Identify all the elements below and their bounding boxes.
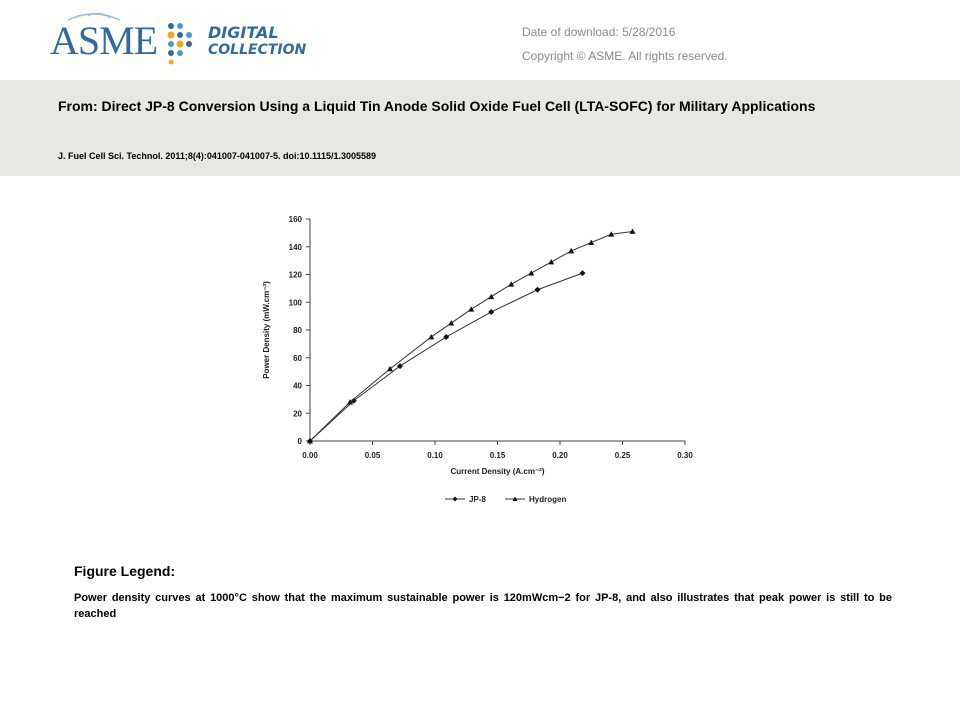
x-tick-label: 0.10 [427,451,443,460]
asme-digital-collection-logo[interactable] [48,10,328,68]
x-axis-label: Current Density (A.cm⁻²) [450,467,545,476]
y-tick-label: 160 [288,215,302,224]
data-point-hydrogen [448,320,454,325]
x-tick-label: 0.15 [489,451,506,460]
data-point-jp-8 [580,270,586,276]
y-axis-label: Power Density (mW.cm⁻²) [262,281,271,379]
data-point-hydrogen [548,259,554,264]
x-tick-label: 0.05 [364,451,381,460]
y-tick-label: 20 [293,409,302,419]
article-title: From: Direct JP-8 Conversion Using a Liquid Tin Anode Solid Oxide Fuel Cell (LTA-SOFC) for Military Applications [58,98,816,114]
data-point-jp-8 [535,287,541,293]
data-point-hydrogen [568,248,574,253]
logo-collection: COLLECTION [208,42,307,58]
logo-brand: ASME [50,18,158,63]
download-meta [522,20,728,68]
data-point-hydrogen [630,228,636,233]
header [0,0,960,80]
y-tick-label: 60 [293,353,302,363]
legend-label-hydrogen: Hydrogen [529,495,567,504]
y-tick-label: 40 [293,381,302,391]
power-density-chart [255,205,705,515]
data-point-hydrogen [508,281,514,286]
download-date: Date of download: 5/28/2016 [522,25,676,39]
article-citation: J. Fuel Cell Sci. Technol. 2011;8(4):041007-041007-5. doi:10.1115/1.3005589 [58,151,377,161]
x-tick-label: 0.00 [302,451,318,460]
copyright: Copyright © ASME. All rights reserved. [522,49,728,63]
x-tick-label: 0.30 [677,451,693,460]
data-point-jp-8 [443,334,449,340]
y-tick-label: 140 [288,242,302,252]
data-point-hydrogen [428,334,434,339]
article-info-band [0,80,960,176]
logo-dots-icon [168,23,193,65]
y-tick-label: 80 [293,326,302,335]
figure-legend-heading: Figure Legend: [74,563,176,579]
figure-legend-text: Power density curves at 1000°C show that the maximum sustainable power is 120mWcm−2 for JP-8, and also illustrates that peak power is still to be reached [74,592,892,620]
y-tick-label: 120 [288,270,302,280]
logo-digital: DIGITAL [208,23,279,42]
data-point-hydrogen [468,306,474,311]
y-tick-label: 100 [288,298,302,308]
series-line-hydrogen [310,231,633,441]
legend-label-jp-8: JP-8 [469,495,486,504]
data-point-hydrogen [488,294,494,299]
data-point-hydrogen [588,240,594,245]
x-tick-label: 0.20 [552,451,568,460]
data-point-jp-8 [488,309,494,315]
legend-marker-jp-8 [453,497,458,502]
x-tick-label: 0.25 [614,451,631,460]
y-tick-label: 0 [297,437,302,446]
series-line-jp-8 [310,273,583,441]
data-point-hydrogen [528,270,534,275]
